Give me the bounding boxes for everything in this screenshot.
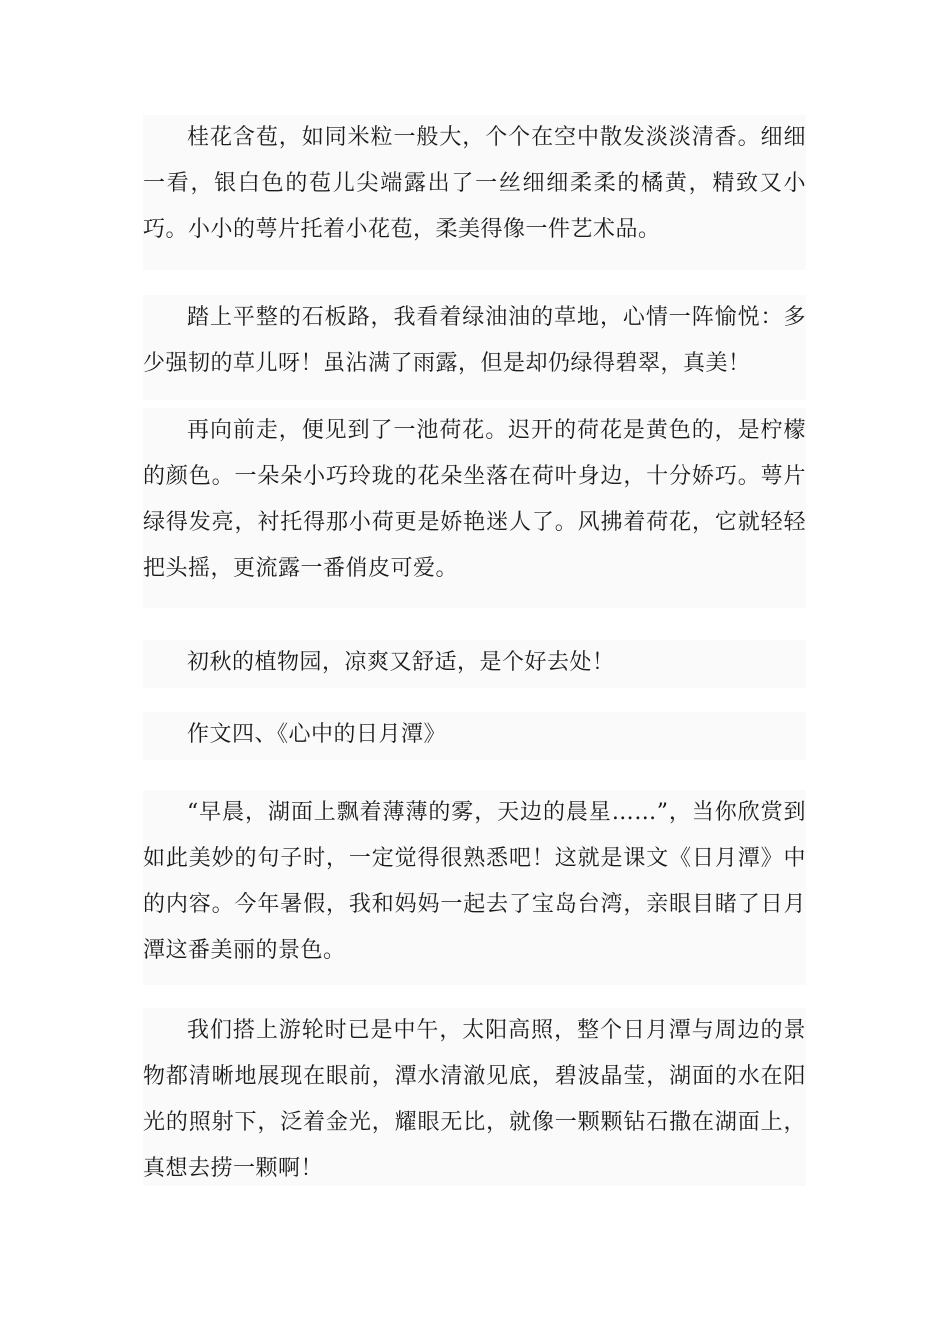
- essay-heading: 作文四、《心中的日月潭》: [187, 722, 447, 747]
- paragraph-block: [143, 1008, 806, 1186]
- paragraph-block: [143, 790, 806, 985]
- paragraph-cruise: 我们搭上游轮时已是中午，太阳高照，整个日月潭与周边的景物都清晰地展现在眼前，潭水清澈见底，碧波晶莹，湖面的水在阳光的照射下，泛着金光，耀眼无比，就像一颗颗钻石撒在湖面上，真想去捞一颗啊！: [143, 1018, 806, 1181]
- paragraph-stone-path: 踏上平整的石板路，我看着绿油油的草地，心情一阵愉悦：多少强韧的草儿呀！虽沾满了雨露，但是却仍绿得碧翠，真美！: [143, 305, 806, 376]
- paragraph-conclusion: 初秋的植物园，凉爽又舒适，是个好去处！: [187, 650, 615, 675]
- paragraph-block: [143, 712, 806, 760]
- paragraph-block: [143, 408, 806, 608]
- paragraph-block: [143, 115, 806, 270]
- paragraph-block: [143, 640, 806, 688]
- paragraph-osmanthus: 桂花含苞，如同米粒一般大，个个在空中散发淡淡清香。细细一看，银白色的苞儿尖端露出了一丝细细柔柔的橘黄，精致又小巧。小小的萼片托着小花苞，柔美得像一件艺术品。: [143, 125, 806, 242]
- paragraph-lotus-pond: 再向前走，便见到了一池荷花。迟开的荷花是黄色的，是柠檬的颜色。一朵朵小巧玲珑的花朵坐落在荷叶身边，十分娇巧。萼片绿得发亮，衬托得那小荷更是娇艳迷人了。风拂着荷花，它就轻轻把头摇，更流露一番俏皮可爱。: [143, 418, 806, 581]
- paragraph-block: [143, 295, 806, 400]
- paragraph-sun-moon-lake-intro: “早晨，湖面上飘着薄薄的雾，天边的晨星……”，当你欣赏到如此美妙的句子时，一定觉得很熟悉吧！这就是课文《日月潭》中的内容。今年暑假，我和妈妈一起去了宝岛台湾，亲眼目睹了日月潭这番美丽的景色。: [143, 800, 806, 963]
